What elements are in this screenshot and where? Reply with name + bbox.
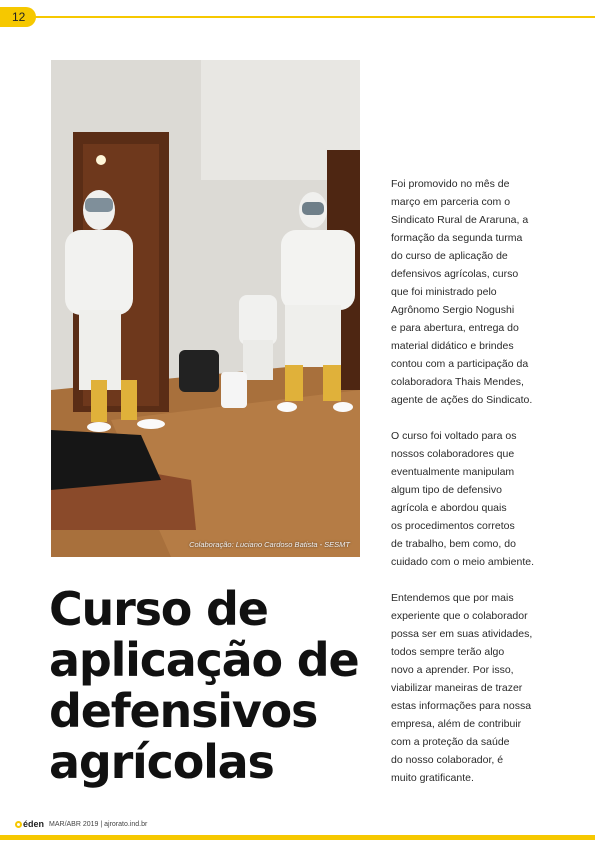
top-accent-rule: [30, 16, 595, 18]
text-line: que foi ministrado pelo: [391, 286, 497, 298]
brand-name: éden: [23, 819, 45, 829]
brand-logo-icon: [15, 821, 22, 828]
text-line: viabilizar maneiras de trazer: [391, 682, 523, 694]
text-line: possa ser em suas atividades,: [391, 628, 533, 640]
text-line: agente de ações do Sindicato.: [391, 394, 533, 406]
brand-logo: [15, 817, 44, 831]
title-line: agrícolas: [49, 735, 274, 789]
article-photo: [51, 60, 360, 557]
text-line: eventualmente manipulam: [391, 466, 515, 478]
text-line: de trabalho, bem como, do: [391, 538, 516, 550]
paragraph-conclusion: [391, 589, 551, 787]
article-body: [391, 175, 551, 805]
text-line: Entendemos que por mais: [391, 592, 514, 604]
text-line: O curso foi voltado para os: [391, 430, 517, 442]
text-line: novo a aprender. Por isso,: [391, 664, 514, 676]
page-number: 12: [0, 7, 36, 27]
text-line: com a proteção da saúde: [391, 736, 510, 748]
text-line: contou com a participação da: [391, 358, 529, 370]
text-line: todos sempre terão algo: [391, 646, 505, 658]
text-line: material didático e brindes: [391, 340, 514, 352]
text-line: muito gratificante.: [391, 772, 474, 784]
text-line: Foi promovido no mês de: [391, 178, 510, 190]
text-line: Sindicato Rural de Araruna, a: [391, 214, 529, 226]
text-line: colaboradora Thais Mendes,: [391, 376, 524, 388]
text-line: Agrônomo Sergio Nogushi: [391, 304, 515, 316]
text-line: estas informações para nossa: [391, 700, 532, 712]
text-line: experiente que o colaborador: [391, 610, 528, 622]
title-line: defensivos: [49, 684, 318, 738]
text-line: cuidado com o meio ambiente.: [391, 556, 534, 568]
text-line: algum tipo de defensivo: [391, 484, 502, 496]
text-line: e para abertura, entrega do: [391, 322, 519, 334]
article-title: [49, 584, 379, 788]
text-line: do nosso colaborador, é: [391, 754, 504, 766]
text-line: agrícola e abordou quais: [391, 502, 507, 514]
text-line: empresa, além de contribuir: [391, 718, 522, 730]
text-line: defensivos agrícolas, curso: [391, 268, 519, 280]
title-line: Curso de: [49, 582, 268, 636]
photo-illustration: [51, 60, 360, 557]
footer-text: MAR/ABR 2019 | ajrorato.ind.br: [49, 820, 148, 828]
text-line: março em parceria com o: [391, 196, 511, 208]
text-line: nossos colaboradores que: [391, 448, 515, 460]
title-line: aplicação de: [49, 633, 359, 687]
photo-credit: Colaboração: Luciano Cardoso Batista - SESMT: [189, 540, 350, 549]
paragraph-intro: [391, 175, 551, 409]
paragraph-course: [391, 427, 551, 571]
text-line: do curso de aplicação de: [391, 250, 508, 262]
footer: [15, 817, 147, 831]
bottom-accent-rule: [0, 835, 595, 840]
text-line: formação da segunda turma: [391, 232, 523, 244]
text-line: os procedimentos corretos: [391, 520, 515, 532]
